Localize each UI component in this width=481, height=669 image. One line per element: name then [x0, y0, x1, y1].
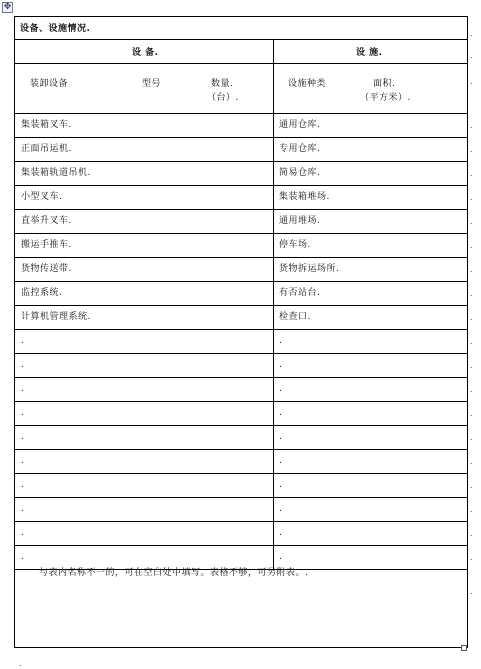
column-header-quantity-unit: （台）.	[207, 93, 239, 103]
row-end-mark: .	[470, 241, 473, 250]
table-rule	[15, 63, 467, 64]
table-rule	[15, 377, 467, 378]
row-end-mark: .	[470, 265, 473, 274]
equipment-cell[interactable]: .	[21, 552, 25, 562]
facility-cell[interactable]: .	[279, 360, 283, 370]
equipment-cell[interactable]: 搬运手推车.	[21, 240, 72, 250]
facility-cell[interactable]: 集装箱堆场.	[279, 192, 330, 202]
row-end-mark: .	[470, 77, 473, 86]
table-rule	[15, 233, 467, 234]
equipment-cell[interactable]: .	[21, 456, 25, 466]
table-rule	[15, 113, 467, 114]
table-rule	[15, 209, 467, 210]
table-move-handle-icon[interactable]: ✥	[3, 2, 12, 12]
facility-cell[interactable]: .	[279, 552, 283, 562]
facility-cell[interactable]: 停车场.	[279, 240, 311, 250]
facility-cell[interactable]: .	[279, 336, 283, 346]
column-header-area-unit: （平方米）.	[360, 93, 411, 103]
table-rule	[15, 161, 467, 162]
row-end-mark: .	[470, 51, 473, 60]
table-rule	[15, 425, 467, 426]
row-end-mark: .	[470, 433, 473, 442]
column-header-quantity: 数量.	[211, 79, 234, 89]
row-end-mark: .	[470, 529, 473, 538]
table-rule	[15, 329, 467, 330]
column-header-model: 型号	[142, 79, 162, 89]
row-end-mark: .	[470, 217, 473, 226]
equipment-cell[interactable]: 小型叉车.	[21, 192, 63, 202]
table-note: 与表内名称不一的，可在空白处中填写。表格不够，可另附表。.	[39, 568, 309, 578]
row-end-mark: .	[470, 587, 473, 596]
row-end-mark: .	[470, 385, 473, 394]
equipment-facilities-table	[14, 16, 468, 648]
equipment-cell[interactable]: 计算机管理系统.	[21, 312, 91, 322]
table-rule	[15, 281, 467, 282]
equipment-cell[interactable]: .	[21, 480, 25, 490]
row-end-mark: .	[470, 121, 473, 130]
equipment-cell[interactable]: .	[21, 432, 25, 442]
equipment-cell[interactable]: 集装箱叉车.	[21, 120, 72, 130]
table-rule	[15, 449, 467, 450]
facility-cell[interactable]: 通用堆场.	[279, 216, 321, 226]
facility-cell[interactable]: .	[279, 408, 283, 418]
table-rule	[15, 257, 467, 258]
row-end-mark: .	[470, 361, 473, 370]
facility-cell[interactable]: .	[279, 456, 283, 466]
equipment-cell[interactable]: 货物传送带.	[21, 264, 72, 274]
facility-cell[interactable]: .	[279, 432, 283, 442]
equipment-header: 设 备.	[132, 48, 159, 58]
table-rule	[15, 39, 467, 40]
equipment-cell[interactable]: 监控系统.	[21, 288, 63, 298]
row-end-mark: .	[470, 145, 473, 154]
facility-cell[interactable]: 通用仓库.	[279, 120, 321, 130]
table-rule	[15, 521, 467, 522]
facility-cell[interactable]: .	[279, 480, 283, 490]
facility-cell[interactable]: 有否站台.	[279, 288, 321, 298]
table-title: 设备、设施情况.	[20, 24, 91, 34]
facility-cell[interactable]: .	[279, 528, 283, 538]
facility-header: 设 施.	[356, 48, 383, 58]
facility-cell[interactable]: .	[279, 384, 283, 394]
table-rule	[15, 545, 467, 546]
equipment-cell[interactable]: .	[21, 528, 25, 538]
equipment-cell[interactable]: 正面吊运机.	[21, 144, 72, 154]
column-divider	[273, 39, 274, 569]
row-end-mark: .	[470, 505, 473, 514]
equipment-cell[interactable]: .	[21, 504, 25, 514]
equipment-cell[interactable]: .	[21, 384, 25, 394]
row-end-mark: .	[470, 553, 473, 562]
row-end-mark: .	[470, 169, 473, 178]
table-rule	[15, 353, 467, 354]
facility-cell[interactable]: 货物拆运场所.	[279, 264, 340, 274]
facility-cell[interactable]: 检查口.	[279, 312, 311, 322]
row-end-mark: .	[470, 409, 473, 418]
row-end-mark: .	[470, 29, 473, 38]
facility-cell[interactable]: 专用仓库.	[279, 144, 321, 154]
row-end-mark: .	[470, 457, 473, 466]
paragraph-end-mark: .	[19, 659, 22, 668]
equipment-cell[interactable]: .	[21, 360, 25, 370]
equipment-cell[interactable]: .	[21, 336, 25, 346]
table-resize-handle-icon[interactable]	[461, 645, 467, 651]
equipment-cell[interactable]: 直举升叉车.	[21, 216, 72, 226]
row-end-mark: .	[470, 193, 473, 202]
column-header-facility-type: 设施种类	[288, 79, 327, 89]
table-rule	[15, 497, 467, 498]
column-header-area: 面积.	[373, 79, 396, 89]
row-end-mark: .	[470, 289, 473, 298]
equipment-cell[interactable]: .	[21, 408, 25, 418]
row-end-mark: .	[470, 313, 473, 322]
table-rule	[15, 305, 467, 306]
table-rule	[15, 137, 467, 138]
row-end-mark: .	[470, 337, 473, 346]
table-rule	[15, 473, 467, 474]
table-rule	[15, 401, 467, 402]
table-rule	[15, 185, 467, 186]
facility-cell[interactable]: 简易仓库.	[279, 168, 321, 178]
column-header-equipment: 装卸设备	[30, 79, 69, 89]
equipment-cell[interactable]: 集装箱轨道吊机.	[21, 168, 91, 178]
row-end-mark: .	[470, 481, 473, 490]
facility-cell[interactable]: .	[279, 504, 283, 514]
